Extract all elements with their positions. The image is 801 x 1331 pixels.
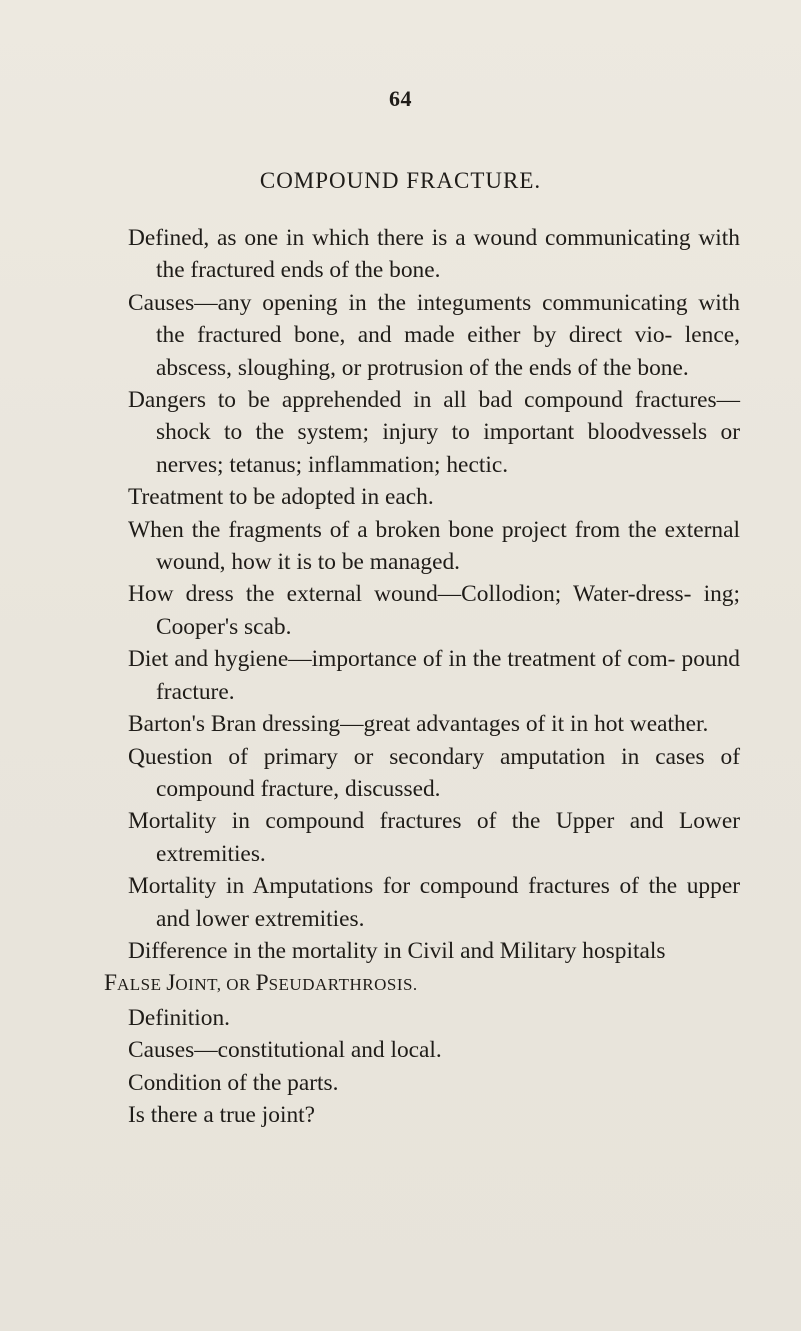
- section-heading-text: ALSE: [117, 975, 167, 995]
- outline-entry: Question of primary or secondary amputation in cases of compound fracture, discussed.: [128, 743, 740, 802]
- section-heading: [104, 967, 740, 1001]
- outline-entry: Causes—any opening in the integuments communicating with the fractured bone, and made either by direct vio- lence, abscess, sloughing, or protrusion of the ends of the bone.: [128, 289, 740, 381]
- outline-entry: Is there a true joint?: [128, 1101, 316, 1128]
- outline-entry: Barton's Bran dressing—great advantages of it in hot weather.: [128, 711, 709, 738]
- outline-entry: Causes—constitutional and local.: [128, 1037, 442, 1064]
- outline-content: [104, 222, 740, 1131]
- outline-entry: Definition.: [128, 1004, 230, 1031]
- section-heading-cap: J: [166, 970, 176, 997]
- section-heading-text: SEUDARTHROSIS.: [268, 975, 418, 995]
- outline-entry: How dress the external wound—Collodion; Water-dress- ing; Cooper's scab.: [128, 581, 740, 640]
- outline-entry: When the fragments of a broken bone project from the external wound, how it is to be managed.: [128, 516, 740, 576]
- outline-entry: Dangers to be apprehended in all bad compound fractures— shock to the system; injury to important bloodvessels or nerves; tetanus; inflammation; hectic.: [128, 387, 740, 478]
- section-heading-cap: F: [104, 970, 118, 997]
- section-heading-cap: P: [255, 970, 269, 997]
- section-heading-text: OINT, OR: [175, 975, 256, 995]
- outline-entry: Difference in the mortality in Civil and Military hospitals: [128, 937, 666, 964]
- page-number: 64: [389, 86, 412, 111]
- chapter-heading: COMPOUND FRACTURE.: [259, 168, 542, 193]
- outline-entry: Defined, as one in which there is a wound communicating with the fractured ends of the bone.: [128, 225, 740, 284]
- outline-entry: Diet and hygiene—importance of in the treatment of com- pound fracture.: [128, 646, 740, 705]
- outline-entry: Mortality in compound fractures of the Upper and Lower extremities.: [128, 808, 740, 867]
- outline-entry: Condition of the parts.: [128, 1069, 339, 1096]
- outline-entry: Treatment to be adopted in each.: [128, 484, 434, 511]
- outline-entry: Mortality in Amputations for compound fractures of the upper and lower extremities.: [128, 873, 740, 932]
